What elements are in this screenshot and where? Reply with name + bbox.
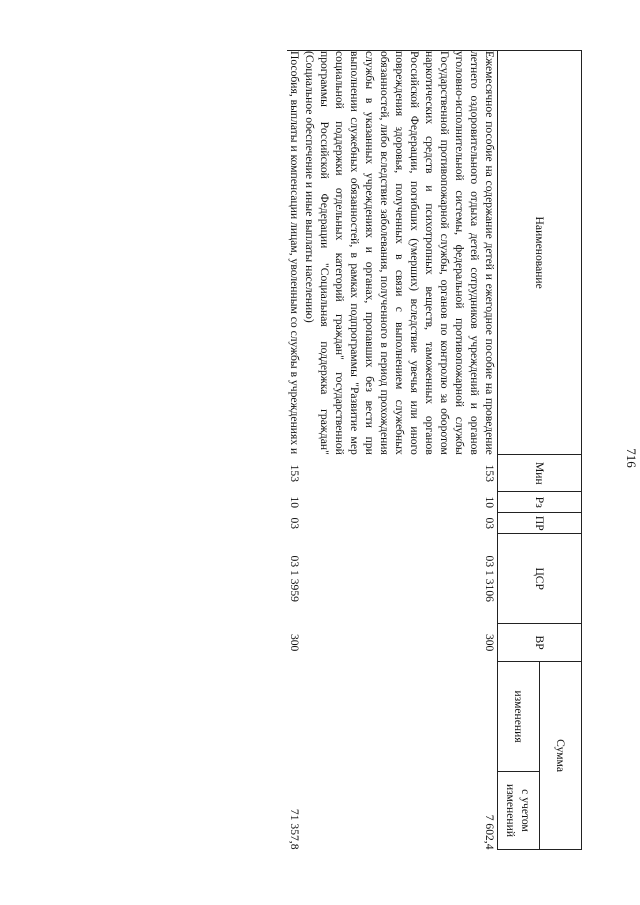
row-with-change: 71 357,8: [288, 808, 301, 850]
table-row: [287, 51, 302, 850]
row-pr: 03: [288, 517, 301, 530]
header-pr: ПР: [498, 513, 582, 534]
row-name: Пособия, выплаты и компенсации лицам, уволенным со службы в учреждениях и: [288, 51, 301, 455]
row-min: 153: [302, 455, 498, 492]
row-csr: 03 1 3959: [288, 555, 301, 602]
row-vr: 300: [302, 624, 498, 662]
row-pr: 03: [302, 513, 498, 534]
row-csr: 03 1 3106: [302, 534, 498, 624]
header-csr: ЦСР: [498, 534, 582, 624]
budget-table: [287, 50, 582, 850]
row-with-change: 7 602,4: [302, 772, 498, 850]
header-change: изменения: [498, 662, 540, 772]
page-number: 716: [624, 448, 639, 468]
table-header: [498, 51, 582, 850]
row-name: Ежемесячное пособие на содержание детей и ежегодное пособие на проведение летнего оздоровительного отдыха детей сотрудников учреждений и органов уголовно-исполнительной системы, федеральной противопожарной службы Государственной противопожарной службы, органов по контролю за оборотом наркотических средств и психотропных веществ, таможенных органов Российской Федерации, погибших (умерших) вследствие увечья или иного повреждения здоровья, полученных в связи с выполнением служебных обязанностей, либо вследствие заболевания, полученного в период прохождения службы в указанных учреждениях и органах, пропавших без вести при выполнении служебных обязанностей, в рамках подпрограммы "Развитие мер социальной поддержки отдельных категорий граждан" государственной программы Российской Федерации "Социальная поддержка граждан" (Социальное обеспечение и иные выплаты населению): [303, 51, 496, 455]
header-with-change: с учетом изменений: [498, 772, 540, 850]
header-vr: ВР: [498, 624, 582, 662]
row-min: 153: [288, 464, 301, 483]
header-rz: Рз: [498, 492, 582, 513]
header-min: Мин: [498, 455, 582, 492]
row-change: [287, 662, 302, 772]
row-vr: 300: [288, 633, 301, 652]
row-change: [302, 662, 498, 772]
table-row: [302, 51, 498, 850]
row-rz: 10: [288, 496, 301, 509]
row-rz: 10: [302, 492, 498, 513]
header-sum: Сумма: [540, 662, 582, 850]
header-name: Наименование: [498, 51, 582, 455]
